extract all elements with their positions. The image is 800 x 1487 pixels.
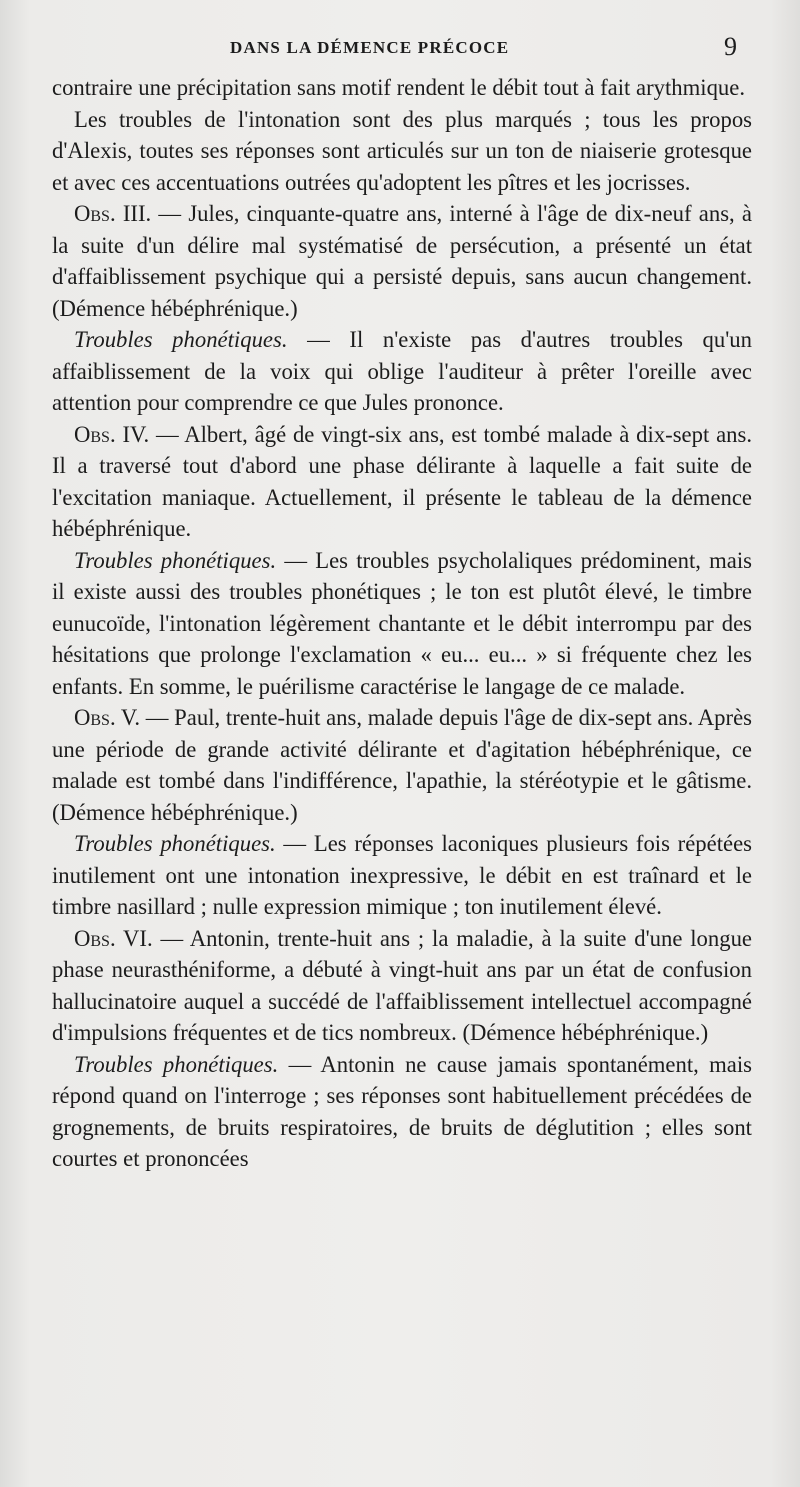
paragraph-text: — Jules, cinquante-quatre ans, interné à l'âge de dix-neuf ans, à la suite d'un délire mal systématisé de persécution, a présenté un état d'affaiblissement psychique qui a persisté depuis, sans aucun changement. (Démence hébéphrénique.) [52, 201, 752, 321]
observation-paragraph [52, 419, 752, 545]
observation-label: Obs. VI. [74, 925, 153, 951]
paragraph-text: — Les troubles psycholaliques prédominent, mais il existe aussi des troubles phonétiques ; le ton est plutôt élevé, le timbre eunucoïde, l'intonation légèrement chantante et le débit interrompu par des hésitations que prolonge l'exclamation « eu... eu... » si fréquente chez les enfants. En somme, le puérilisme caractérise le langage de ce malade. [52, 547, 752, 699]
paragraph-text: — Antonin ne cause jamais spontanément, mais répond quand on l'interroge ; ses réponses sont habituellement précédées de grognements, de bruits respiratoires, de bruits de déglutition ; elles sont courtes et prononcées [52, 1051, 752, 1171]
page-header [0, 32, 800, 64]
section-label: Troubles phonétiques. [74, 327, 288, 352]
phonetic-paragraph [52, 828, 752, 923]
section-label: Troubles phonétiques. [74, 831, 276, 856]
paragraph [52, 72, 752, 104]
running-title: DANS LA DÉMENCE PRÉCOCE [230, 38, 510, 57]
phonetic-paragraph [52, 1049, 752, 1175]
paragraph-text: — Antonin, trente-huit ans ; la maladie, à la suite d'une longue phase neurasthéniforme, a débuté à vingt-huit ans par un état de confusion hallucinatoire auquel a succédé de l'affaiblissement intellectuel accompagné d'impulsions fréquentes et de tics nombreux. (Démence hébéphrénique.) [52, 925, 752, 1045]
phonetic-paragraph [52, 324, 752, 419]
paragraph-text: contraire une précipitation sans motif rendent le débit tout à fait arythmique. [52, 75, 745, 100]
paragraph-text: — Paul, trente-huit ans, malade depuis l'âge de dix-sept ans. Après une période de grande activité délirante et d'agitation hébéphrénique, ce malade est tombé dans l'indifférence, l'apathie, la stéréotypie et le gâtisme. (Démence hébéphrénique.) [52, 705, 752, 825]
observation-paragraph [52, 702, 752, 828]
observation-label: Obs. V. [74, 705, 141, 730]
observation-label: Obs. IV. [74, 421, 150, 447]
paragraph [52, 104, 752, 199]
observation-paragraph [52, 198, 752, 324]
paragraph-text: — Albert, âgé de vingt-six ans, est tombé malade à dix-sept ans. Il a traversé tout d'abord une phase délirante à laquelle a fait suite de l'excitation maniaque. Actuellement, il présente le tableau de la démence hébéphrénique. [52, 421, 752, 541]
paragraph-text: — Les réponses laconiques plusieurs fois répétées inutilement ont une intonation inexpressive, le débit en est traînard et le timbre nasillard ; nulle expression mimique ; ton inutilement élevé. [52, 831, 752, 919]
observation-paragraph [52, 923, 752, 1049]
body-text [52, 72, 752, 1175]
paragraph-text: Les troubles de l'intonation sont des plus marqués ; tous les propos d'Alexis, toutes ses réponses sont articulés sur un ton de niaiserie grotesque et avec ces accentuations outrées qu'adoptent les pîtres et les jocrisses. [52, 106, 752, 195]
section-label: Troubles phonétiques. [74, 1051, 279, 1077]
paragraph-text: — Il n'existe pas d'autres troubles qu'un affaiblissement de la voix qui oblige l'auditeur à prêter l'oreille avec attention pour comprendre ce que Jules prononce. [52, 327, 752, 415]
section-label: Troubles phonétiques. [74, 547, 277, 573]
page-number: 9 [724, 32, 737, 61]
phonetic-paragraph [52, 545, 752, 703]
observation-label: Obs. III. [74, 201, 152, 226]
